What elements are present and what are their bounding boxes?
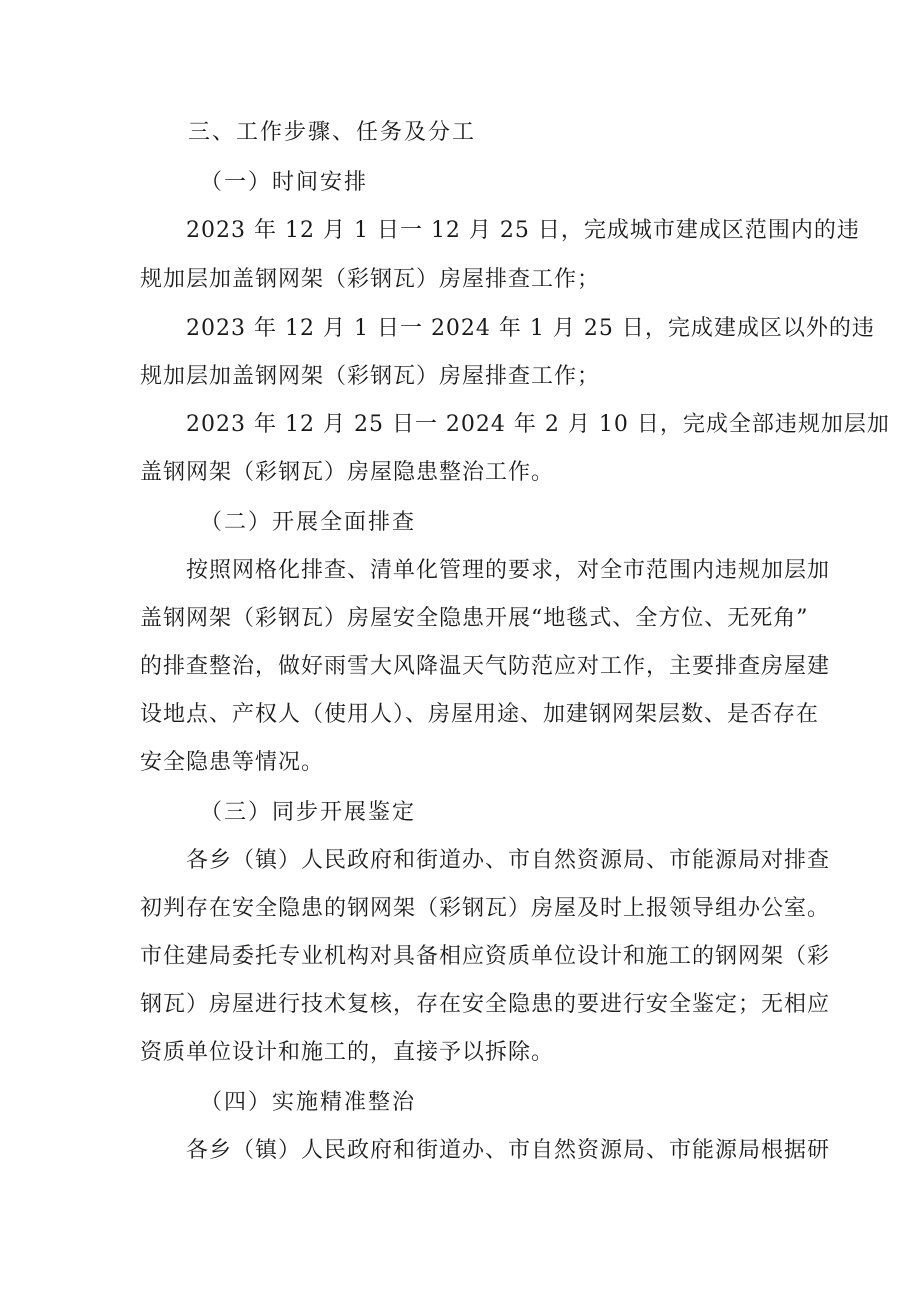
paragraph-line: 按照网格化排查、清单化管理的要求，对全市范围内违规加层加 bbox=[186, 558, 831, 583]
paragraph-line: 资质单位设计和施工的，直接予以拆除。 bbox=[140, 1040, 555, 1065]
subsection-heading-time-schedule: （一）时间安排 bbox=[200, 170, 369, 195]
paragraph-line: 设地点、产权人（使用人）、房屋用途、加建钢网架层数、是否存在 bbox=[140, 702, 820, 727]
paragraph-line: 的排查整治，做好雨雪大风降温天气防范应对工作，主要排查房屋建 bbox=[140, 654, 831, 679]
paragraph-line: 规加层加盖钢网架（彩钢瓦）房屋排查工作； bbox=[140, 364, 601, 389]
subsection-heading-full-inspection: （二）开展全面排查 bbox=[200, 510, 417, 535]
subsection-heading-rectification: （四）实施精准整治 bbox=[200, 1090, 417, 1115]
paragraph-line: 盖钢网架（彩钢瓦）房屋安全隐患开展“地毯式、全方位、无死角” bbox=[140, 606, 809, 631]
section-heading: 三、工作步骤、任务及分工 bbox=[188, 120, 477, 145]
paragraph-line: 钢瓦）房屋进行技术复核，存在安全隐患的要进行安全鉴定；无相应 bbox=[140, 992, 831, 1017]
paragraph-line: 初判存在安全隐患的钢网架（彩钢瓦）房屋及时上报领导组办公室。 bbox=[140, 896, 831, 921]
paragraph-line: 各乡（镇）人民政府和街道办、市自然资源局、市能源局对排查 bbox=[186, 848, 831, 873]
paragraph-line: 安全隐患等情况。 bbox=[140, 750, 325, 775]
paragraph-line: 市住建局委托专业机构对具备相应资质单位设计和施工的钢网架（彩 bbox=[140, 944, 831, 969]
paragraph-line: 盖钢网架（彩钢瓦）房屋隐患整治工作。 bbox=[140, 460, 555, 485]
paragraph-line: 2023 年 12 月 1 日一 12 月 25 日，完成城市建成区范围内的违 bbox=[186, 218, 860, 243]
paragraph-line: 规加层加盖钢网架（彩钢瓦）房屋排查工作； bbox=[140, 267, 601, 292]
paragraph-line: 2023 年 12 月 25 日一 2024 年 2 月 10 日，完成全部违规加层加 bbox=[186, 412, 890, 437]
paragraph-line: 各乡（镇）人民政府和街道办、市自然资源局、市能源局根据研 bbox=[186, 1138, 831, 1163]
paragraph-line: 2023 年 12 月 1 日一 2024 年 1 月 25 日，完成建成区以外的违 bbox=[186, 316, 875, 341]
subsection-heading-appraisal: （三）同步开展鉴定 bbox=[200, 800, 417, 825]
